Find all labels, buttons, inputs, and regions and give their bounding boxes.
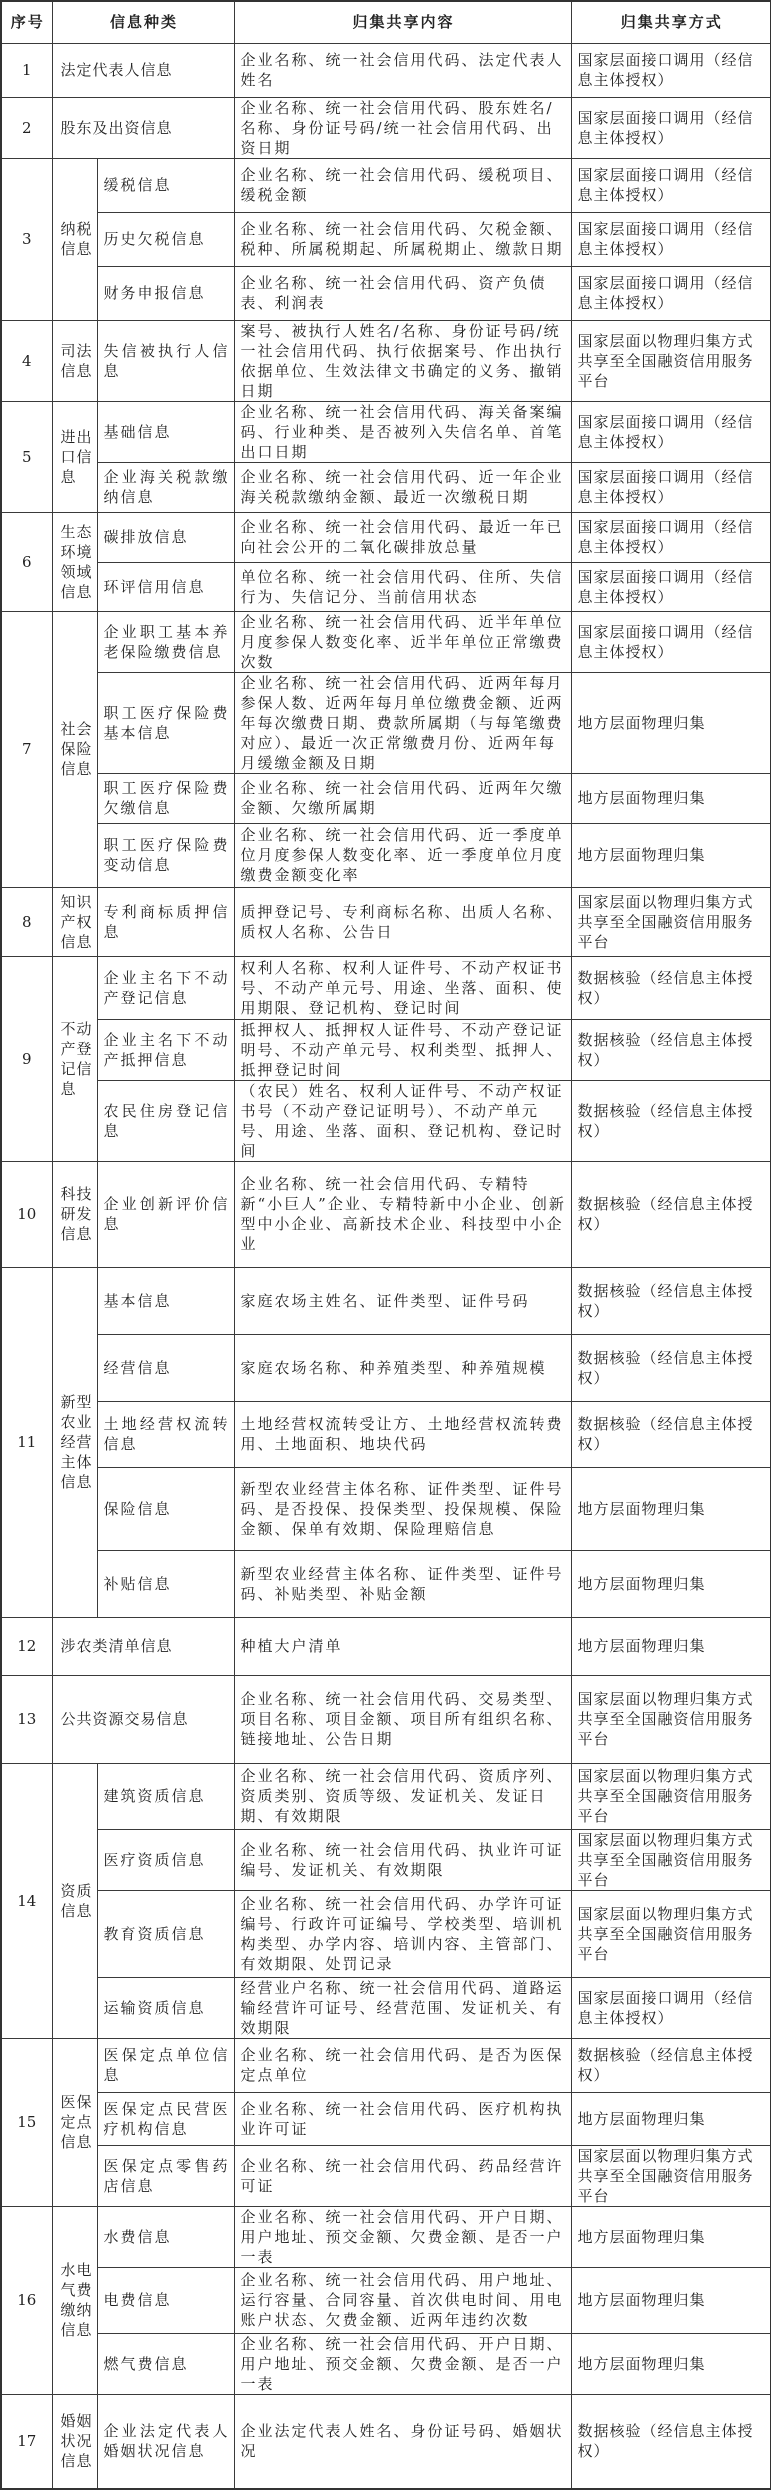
row-seq: 14 bbox=[1, 1763, 52, 2038]
row-method: 国家层面接口调用（经信息主体授权） bbox=[571, 266, 771, 320]
row-subcategory: 补贴信息 bbox=[97, 1550, 234, 1617]
row-method: 国家层面接口调用（经信息主体授权） bbox=[571, 562, 771, 611]
row-method: 国家层面以物理归集方式共享至全国融资信用服务平台 bbox=[571, 1675, 771, 1763]
row-subcategory: 职工医疗保险费变动信息 bbox=[97, 823, 234, 887]
row-method: 地方层面物理归集 bbox=[571, 773, 771, 823]
row-content: 企业名称、统一社会信用代码、缓税项目、缓税金额 bbox=[234, 158, 571, 212]
row-content: 新型农业经营主体名称、证件类型、证件号码、是否投保、投保类型、投保规模、保险金额、保单有效期、保险理赔信息 bbox=[234, 1467, 571, 1550]
table-row bbox=[1, 320, 771, 401]
row-seq: 12 bbox=[1, 1617, 52, 1675]
row-content: 企业名称、统一社会信用代码、执业许可证编号、发证机关、有效期限 bbox=[234, 1829, 571, 1890]
row-subcategory: 企业主名下不动产抵押信息 bbox=[97, 1019, 234, 1080]
row-method: 数据核验（经信息主体授权） bbox=[571, 1080, 771, 1161]
row-method: 国家层面接口调用（经信息主体授权） bbox=[571, 512, 771, 562]
row-category: 医保定点信息 bbox=[52, 2038, 97, 2206]
row-content: 质押登记号、专利商标名称、出质人名称、质权人名称、公告日 bbox=[234, 887, 571, 956]
row-content: 家庭农场主姓名、证件类型、证件号码 bbox=[234, 1267, 571, 1334]
row-category: 社会保险信息 bbox=[52, 611, 97, 887]
row-method: 国家层面以物理归集方式共享至全国融资信用服务平台 bbox=[571, 1829, 771, 1890]
table-body bbox=[1, 43, 771, 2489]
table-row bbox=[1, 2145, 771, 2206]
row-category: 资质信息 bbox=[52, 1763, 97, 2038]
row-seq: 6 bbox=[1, 512, 52, 611]
row-content: 企业名称、统一社会信用代码、药品经营许可证 bbox=[234, 2145, 571, 2206]
row-subcategory: 医疗资质信息 bbox=[97, 1829, 234, 1890]
table-row bbox=[1, 1161, 771, 1267]
row-method: 数据核验（经信息主体授权） bbox=[571, 1161, 771, 1267]
table-row bbox=[1, 1080, 771, 1161]
row-content: 企业名称、统一社会信用代码、医疗机构执业许可证 bbox=[234, 2092, 571, 2145]
row-subcategory: 历史欠税信息 bbox=[97, 212, 234, 266]
row-subcategory: 企业海关税款缴纳信息 bbox=[97, 462, 234, 512]
row-content: 企业名称、统一社会信用代码、专精特新“小巨人”企业、专精特新中小企业、创新型中小企业、高新技术企业、科技型中小企业 bbox=[234, 1161, 571, 1267]
row-method: 地方层面物理归集 bbox=[571, 1617, 771, 1675]
row-category: 科技研发信息 bbox=[52, 1161, 97, 1267]
row-category: 生态环境领域信息 bbox=[52, 512, 97, 611]
row-category: 司法信息 bbox=[52, 320, 97, 401]
row-method: 数据核验（经信息主体授权） bbox=[571, 1334, 771, 1401]
row-method: 地方层面物理归集 bbox=[571, 2092, 771, 2145]
row-method: 国家层面接口调用（经信息主体授权） bbox=[571, 97, 771, 158]
table-row bbox=[1, 1019, 771, 1080]
row-seq: 16 bbox=[1, 2206, 52, 2394]
row-subcategory: 医保定点单位信息 bbox=[97, 2038, 234, 2092]
row-subcategory: 企业法定代表人婚姻状况信息 bbox=[97, 2394, 234, 2489]
row-method: 国家层面以物理归集方式共享至全国融资信用服务平台 bbox=[571, 2145, 771, 2206]
row-method: 国家层面接口调用（经信息主体授权） bbox=[571, 212, 771, 266]
row-category: 进出口信息 bbox=[52, 401, 97, 512]
row-subcategory: 财务申报信息 bbox=[97, 266, 234, 320]
row-method: 地方层面物理归集 bbox=[571, 672, 771, 773]
row-subcategory: 缓税信息 bbox=[97, 158, 234, 212]
row-category: 水电气费缴纳信息 bbox=[52, 2206, 97, 2394]
row-content: 企业名称、统一社会信用代码、资产负债表、利润表 bbox=[234, 266, 571, 320]
row-subcategory: 医保定点民营医疗机构信息 bbox=[97, 2092, 234, 2145]
row-category: 不动产登记信息 bbox=[52, 956, 97, 1161]
row-category: 法定代表人信息 bbox=[52, 43, 234, 97]
row-subcategory: 电费信息 bbox=[97, 2267, 234, 2333]
row-method: 国家层面以物理归集方式共享至全国融资信用服务平台 bbox=[571, 1763, 771, 1829]
row-subcategory: 经营信息 bbox=[97, 1334, 234, 1401]
table-row bbox=[1, 672, 771, 773]
table-row bbox=[1, 1550, 771, 1617]
row-subcategory: 失信被执行人信息 bbox=[97, 320, 234, 401]
row-content: 企业名称、统一社会信用代码、海关备案编码、行业种类、是否被列入失信名单、首笔出口日期 bbox=[234, 401, 571, 462]
row-subcategory: 教育资质信息 bbox=[97, 1890, 234, 1977]
table-row bbox=[1, 2394, 771, 2489]
row-method: 国家层面接口调用（经信息主体授权） bbox=[571, 611, 771, 672]
row-subcategory: 职工医疗保险费基本信息 bbox=[97, 672, 234, 773]
row-subcategory: 基本信息 bbox=[97, 1267, 234, 1334]
row-seq: 17 bbox=[1, 2394, 52, 2489]
row-method: 地方层面物理归集 bbox=[571, 1550, 771, 1617]
row-method: 国家层面接口调用（经信息主体授权） bbox=[571, 1977, 771, 2038]
row-method: 国家层面接口调用（经信息主体授权） bbox=[571, 462, 771, 512]
row-content: 企业名称、统一社会信用代码、交易类型、项目名称、项目金额、项目所有组织名称、链接地址、公告日期 bbox=[234, 1675, 571, 1763]
row-content: （农民）姓名、权利人证件号、不动产权证书号（不动产登记证明号）、不动产单元号、用途、坐落、面积、登记机构、登记时间 bbox=[234, 1080, 571, 1161]
table-row bbox=[1, 887, 771, 956]
row-method: 地方层面物理归集 bbox=[571, 823, 771, 887]
row-content: 企业名称、统一社会信用代码、近一年企业海关税款缴纳金额、最近一次缴税日期 bbox=[234, 462, 571, 512]
header-seq: 序号 bbox=[1, 1, 52, 43]
row-content: 案号、被执行人姓名/名称、身份证号码/统一社会信用代码、执行依据案号、作出执行依据单位、生效法律文书确定的义务、撤销日期 bbox=[234, 320, 571, 401]
row-seq: 2 bbox=[1, 97, 52, 158]
table-row bbox=[1, 401, 771, 462]
row-content: 企业名称、统一社会信用代码、近两年欠缴金额、欠缴所属期 bbox=[234, 773, 571, 823]
row-content: 企业名称、统一社会信用代码、办学许可证编号、行政许可证编号、学校类型、培训机构类型、办学内容、培训内容、主管部门、有效期限、处罚记录 bbox=[234, 1890, 571, 1977]
row-subcategory: 基础信息 bbox=[97, 401, 234, 462]
row-content: 单位名称、统一社会信用代码、住所、失信行为、失信记分、当前信用状态 bbox=[234, 562, 571, 611]
row-subcategory: 环评信用信息 bbox=[97, 562, 234, 611]
table-row bbox=[1, 1977, 771, 2038]
row-subcategory: 运输资质信息 bbox=[97, 1977, 234, 2038]
table-row bbox=[1, 562, 771, 611]
row-seq: 15 bbox=[1, 2038, 52, 2206]
header-content: 归集共享内容 bbox=[234, 1, 571, 43]
row-seq: 3 bbox=[1, 158, 52, 320]
row-subcategory: 水费信息 bbox=[97, 2206, 234, 2267]
row-content: 企业名称、统一社会信用代码、资质序列、资质类别、资质等级、发证机关、发证日期、有效期限 bbox=[234, 1763, 571, 1829]
table-row bbox=[1, 1334, 771, 1401]
row-method: 国家层面以物理归集方式共享至全国融资信用服务平台 bbox=[571, 320, 771, 401]
row-content: 企业名称、统一社会信用代码、近一季度单位月度参保人数变化率、近一季度单位月度缴费金额变化率 bbox=[234, 823, 571, 887]
row-content: 土地经营权流转受让方、土地经营权流转费用、土地面积、地块代码 bbox=[234, 1401, 571, 1467]
row-content: 权利人名称、权利人证件号、不动产权证书号、不动产单元号、用途、坐落、面积、使用期限、登记机构、登记时间 bbox=[234, 956, 571, 1019]
row-content: 抵押权人、抵押权人证件号、不动产登记证明号、不动产单元号、权利类型、抵押人、抵押登记时间 bbox=[234, 1019, 571, 1080]
row-method: 数据核验（经信息主体授权） bbox=[571, 1267, 771, 1334]
row-seq: 7 bbox=[1, 611, 52, 887]
row-content: 家庭农场名称、种养殖类型、种养殖规模 bbox=[234, 1334, 571, 1401]
table-row bbox=[1, 2206, 771, 2267]
row-seq: 8 bbox=[1, 887, 52, 956]
row-subcategory: 碳排放信息 bbox=[97, 512, 234, 562]
row-subcategory: 保险信息 bbox=[97, 1467, 234, 1550]
row-seq: 11 bbox=[1, 1267, 52, 1617]
row-method: 国家层面以物理归集方式共享至全国融资信用服务平台 bbox=[571, 887, 771, 956]
row-content: 新型农业经营主体名称、证件类型、证件号码、补贴类型、补贴金额 bbox=[234, 1550, 571, 1617]
row-content: 企业名称、统一社会信用代码、欠税金额、税种、所属税期起、所属税期止、缴款日期 bbox=[234, 212, 571, 266]
table-row bbox=[1, 1467, 771, 1550]
row-method: 地方层面物理归集 bbox=[571, 2333, 771, 2394]
row-seq: 4 bbox=[1, 320, 52, 401]
table-row bbox=[1, 266, 771, 320]
row-content: 企业法定代表人姓名、身份证号码、婚姻状况 bbox=[234, 2394, 571, 2489]
table-row bbox=[1, 2038, 771, 2092]
row-content: 企业名称、统一社会信用代码、股东姓名/名称、身份证号码/统一社会信用代码、出资日期 bbox=[234, 97, 571, 158]
row-subcategory: 土地经营权流转信息 bbox=[97, 1401, 234, 1467]
row-category: 婚姻状况信息 bbox=[52, 2394, 97, 2489]
header-row bbox=[1, 1, 771, 43]
table-row bbox=[1, 212, 771, 266]
row-method: 国家层面接口调用（经信息主体授权） bbox=[571, 401, 771, 462]
table-row bbox=[1, 956, 771, 1019]
table-row bbox=[1, 1890, 771, 1977]
table-row bbox=[1, 2267, 771, 2333]
row-method: 数据核验（经信息主体授权） bbox=[571, 1401, 771, 1467]
row-seq: 9 bbox=[1, 956, 52, 1161]
table-row bbox=[1, 1675, 771, 1763]
row-method: 数据核验（经信息主体授权） bbox=[571, 2394, 771, 2489]
row-category: 涉农类清单信息 bbox=[52, 1617, 234, 1675]
row-method: 数据核验（经信息主体授权） bbox=[571, 956, 771, 1019]
row-method: 数据核验（经信息主体授权） bbox=[571, 2038, 771, 2092]
row-seq: 10 bbox=[1, 1161, 52, 1267]
header-category: 信息种类 bbox=[52, 1, 234, 43]
table-row bbox=[1, 1763, 771, 1829]
row-subcategory: 职工医疗保险费欠缴信息 bbox=[97, 773, 234, 823]
row-content: 经营业户名称、统一社会信用代码、道路运输经营许可证号、经营范围、发证机关、有效期限 bbox=[234, 1977, 571, 2038]
row-seq: 1 bbox=[1, 43, 52, 97]
row-method: 数据核验（经信息主体授权） bbox=[571, 1019, 771, 1080]
row-category: 新型农业经营主体信息 bbox=[52, 1267, 97, 1617]
row-subcategory: 农民住房登记信息 bbox=[97, 1080, 234, 1161]
row-content: 企业名称、统一社会信用代码、开户日期、用户地址、预交金额、欠费金额、是否一户一表 bbox=[234, 2206, 571, 2267]
row-content: 企业名称、统一社会信用代码、最近一年已向社会公开的二氧化碳排放总量 bbox=[234, 512, 571, 562]
row-subcategory: 企业职工基本养老保险缴费信息 bbox=[97, 611, 234, 672]
table-row bbox=[1, 1401, 771, 1467]
table-row bbox=[1, 2092, 771, 2145]
header-method: 归集共享方式 bbox=[571, 1, 771, 43]
row-method: 地方层面物理归集 bbox=[571, 2267, 771, 2333]
row-content: 企业名称、统一社会信用代码、用户地址、运行容量、合同容量、首次供电时间、用电账户状态、欠费金额、近两年违约次数 bbox=[234, 2267, 571, 2333]
row-category: 股东及出资信息 bbox=[52, 97, 234, 158]
table-row bbox=[1, 773, 771, 823]
table-row bbox=[1, 2333, 771, 2394]
row-subcategory: 燃气费信息 bbox=[97, 2333, 234, 2394]
row-content: 企业名称、统一社会信用代码、近半年单位月度参保人数变化率、近半年单位正常缴费次数 bbox=[234, 611, 571, 672]
row-subcategory: 企业主名下不动产登记信息 bbox=[97, 956, 234, 1019]
row-content: 企业名称、统一社会信用代码、法定代表人姓名 bbox=[234, 43, 571, 97]
table-row bbox=[1, 462, 771, 512]
row-method: 国家层面接口调用（经信息主体授权） bbox=[571, 43, 771, 97]
row-method: 国家层面接口调用（经信息主体授权） bbox=[571, 158, 771, 212]
table-row bbox=[1, 43, 771, 97]
table-row bbox=[1, 97, 771, 158]
row-subcategory: 企业创新评价信息 bbox=[97, 1161, 234, 1267]
row-content: 企业名称、统一社会信用代码、近两年每月参保人数、近两年每月单位缴费金额、近两年每次缴费日期、费款所属期（与每笔缴费对应）、最近一次正常缴费月份、近两年每月缓缴金额及日期 bbox=[234, 672, 571, 773]
table-row bbox=[1, 611, 771, 672]
row-method: 国家层面以物理归集方式共享至全国融资信用服务平台 bbox=[571, 1890, 771, 1977]
row-seq: 5 bbox=[1, 401, 52, 512]
row-content: 种植大户清单 bbox=[234, 1617, 571, 1675]
row-method: 地方层面物理归集 bbox=[571, 1467, 771, 1550]
row-subcategory: 专利商标质押信息 bbox=[97, 887, 234, 956]
row-subcategory: 建筑资质信息 bbox=[97, 1763, 234, 1829]
row-seq: 13 bbox=[1, 1675, 52, 1763]
row-method: 地方层面物理归集 bbox=[571, 2206, 771, 2267]
table-row bbox=[1, 158, 771, 212]
row-category: 公共资源交易信息 bbox=[52, 1675, 234, 1763]
row-category: 纳税信息 bbox=[52, 158, 97, 320]
row-content: 企业名称、统一社会信用代码、是否为医保定点单位 bbox=[234, 2038, 571, 2092]
table-row bbox=[1, 1617, 771, 1675]
table-row bbox=[1, 1829, 771, 1890]
row-subcategory: 医保定点零售药店信息 bbox=[97, 2145, 234, 2206]
row-content: 企业名称、统一社会信用代码、开户日期、用户地址、预交金额、欠费金额、是否一户一表 bbox=[234, 2333, 571, 2394]
row-category: 知识产权信息 bbox=[52, 887, 97, 956]
table-row bbox=[1, 823, 771, 887]
table-row bbox=[1, 512, 771, 562]
table-row bbox=[1, 1267, 771, 1334]
